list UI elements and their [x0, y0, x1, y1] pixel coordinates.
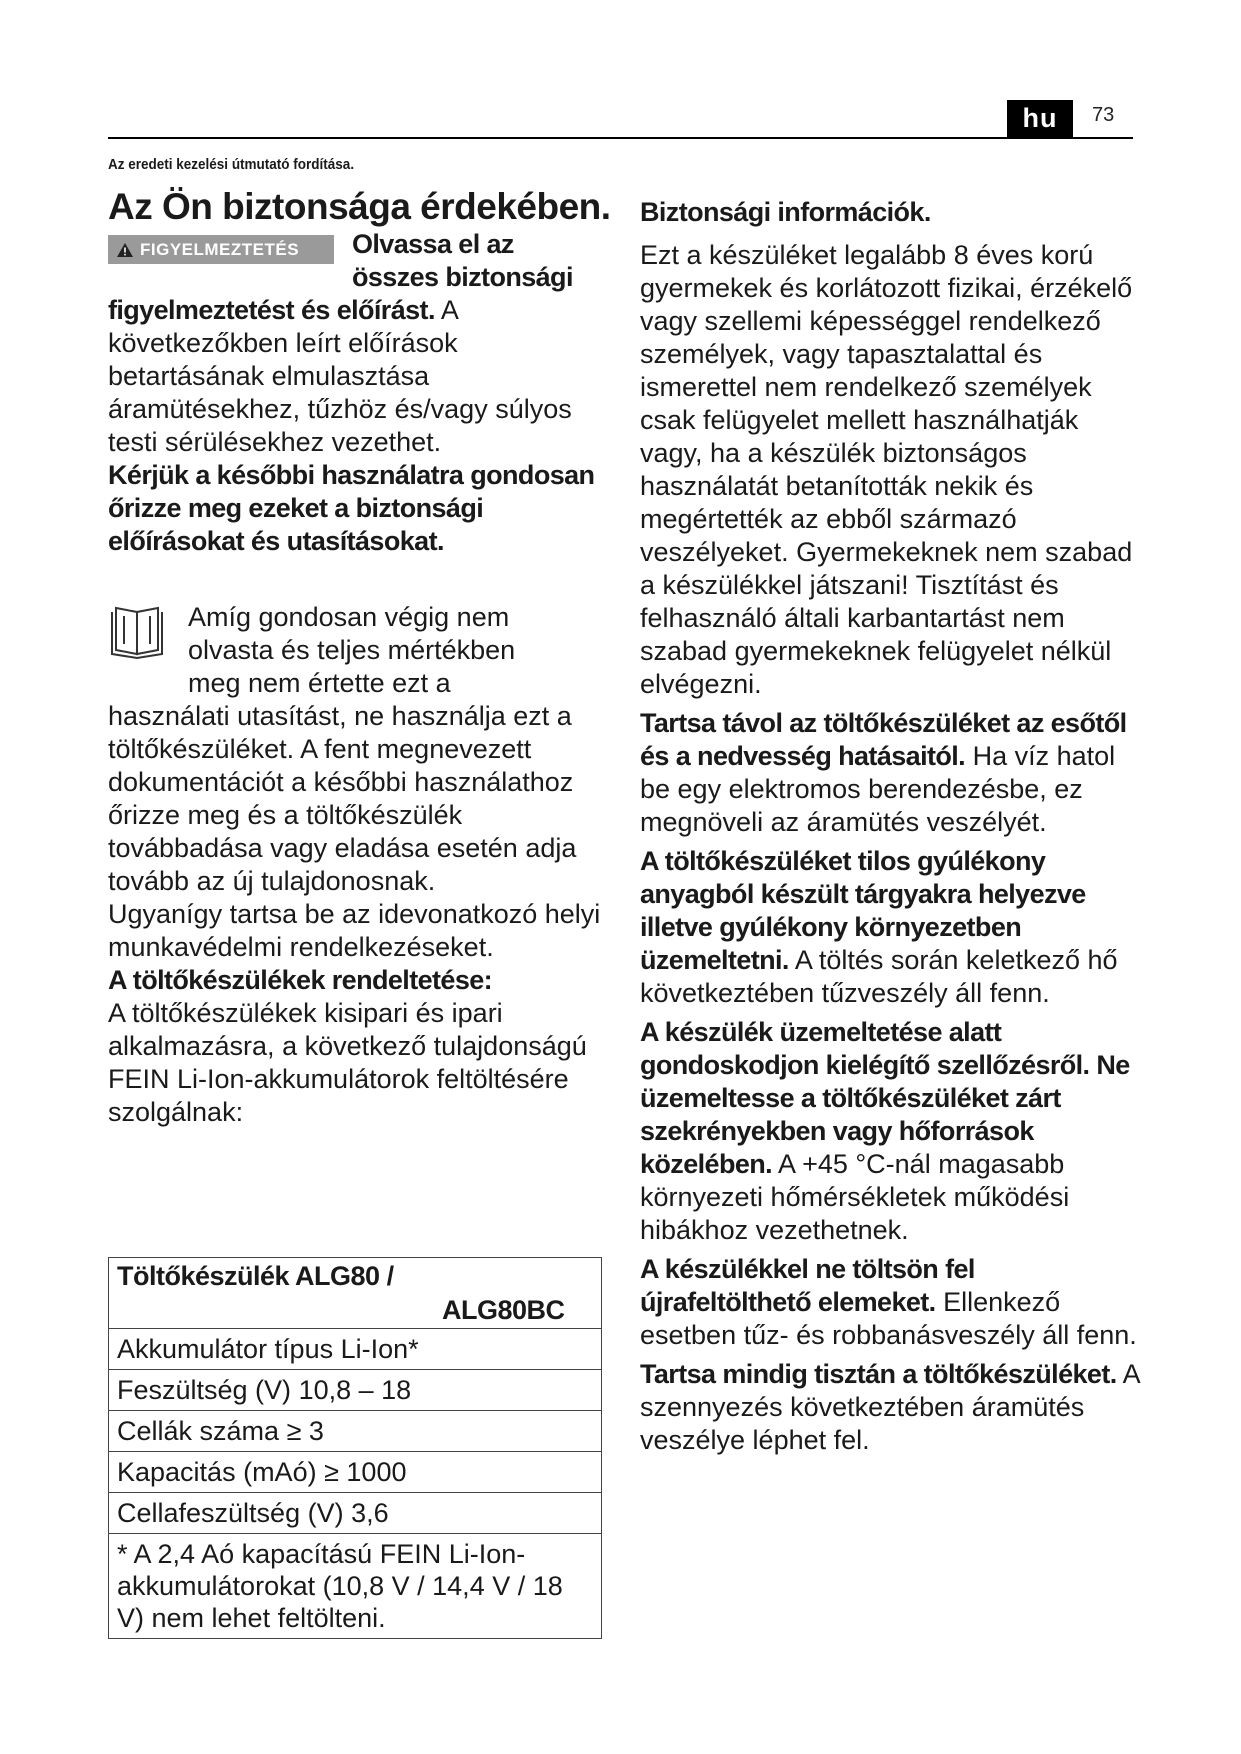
table-header-label: Töltőkészülék ALG80 / — [117, 1261, 394, 1291]
page-title: Az Ön biztonsága érdekében. — [108, 186, 611, 227]
table-row — [109, 1452, 602, 1493]
row-value: 10,8 – 18 — [298, 1375, 412, 1405]
clean-bold: Tartsa mindig tisztán a töltőkészüléket. — [640, 1359, 1117, 1389]
warning-label-text: FIGYELMEZTETÉS — [140, 240, 300, 259]
book-line-2: olvasta és teljes mértékben — [188, 635, 516, 665]
rechargeable-text: Ellenkező esetben tűz- és robbanásveszély áll fenn. — [640, 1287, 1137, 1350]
warning-label-box — [108, 235, 334, 264]
rechargeable-bold: A készülékkel ne töltsön fel újrafeltölthető elemeket. — [640, 1254, 975, 1317]
ventilation-bold: A készülék üzemeltetése alatt gondoskodjon kielégítő szellőzésről. Ne üzemeltesse a töltőkészüléket zárt szekrényekben vagy hőforrások közelében. — [640, 1017, 1130, 1179]
book-icon — [108, 602, 166, 662]
row-label: Cellák száma — [117, 1416, 280, 1446]
local-rules-paragraph: Ugyanígy tartsa be az idevonatkozó helyi munkavédelmi rendelkezéseket. — [108, 899, 601, 962]
spec-table — [108, 1257, 602, 1639]
table-row — [109, 1370, 602, 1411]
row-value: ≥ 3 — [286, 1416, 324, 1446]
flammable-bold: A töltőkészüléket tilos gyúlékony anyagból készült tárgyakra helyezve illetve gyúlékony környezetben üzemeltetni. — [640, 846, 1086, 975]
rain-bold: Tartsa távol az töltőkészüléket az esőtől és a nedvesség hatásaitól. — [640, 708, 1127, 771]
rain-text: Ha víz hatol be egy elektromos berendezésbe, ez megnöveli az áramütés veszélyét. — [640, 741, 1116, 837]
keep-instructions: Kérjük a későbbi használatra gondosan őrizze meg ezeket a biztonsági előírásokat és utasításokat. — [108, 460, 595, 556]
table-cell — [109, 1329, 602, 1370]
table-row — [109, 1329, 602, 1370]
table-footnote: * A 2,4 Aó kapacítású FEIN Li-Ion-akkumulátorokat (10,8 V / 14,4 V / 18 V) nem lehet feltölteni. — [109, 1534, 602, 1639]
table-row — [109, 1258, 602, 1329]
header-rule — [108, 137, 1133, 139]
book-paragraph-rest: használati utasítást, ne használja ezt a töltőkészüléket. A fent megnevezett dokumentációt a későbbi használathoz őrizze meg és a töltőkészülék továbbadása vagy eladása esetén adja tovább az új tulajdonosnak. — [108, 701, 577, 896]
row-label: Akkumulátor típus — [117, 1334, 334, 1364]
warning-bold-line-3: figyelmeztetést és előírást. — [108, 295, 435, 325]
table-row — [109, 1493, 602, 1534]
warning-paragraph — [108, 294, 608, 459]
ventilation-paragraph — [640, 1016, 1140, 1247]
left-column-top — [108, 294, 608, 558]
warning-bold-line-1: Olvassa el az — [352, 229, 514, 259]
flammable-paragraph — [640, 845, 1140, 1010]
table-cell — [109, 1370, 602, 1411]
warning-rest: A következőkben leírt előírások betartásának elmulasztása áramütésekhez, tűzhöz és/vagy súlyos testi sérülésekhez vezethet. — [108, 295, 572, 457]
clean-text: A szennyezés következtében áramütés veszélye léphet fel. — [640, 1359, 1140, 1455]
book-line-3: meg nem értette ezt a — [188, 668, 451, 698]
left-column-bottom — [108, 700, 608, 1129]
row-value: 3,6 — [351, 1498, 389, 1528]
page-number: 73 — [1092, 104, 1115, 126]
purpose-heading: A töltőkészülékek rendeltetése: — [108, 965, 493, 995]
purpose-paragraph: A töltőkészülékek kisipari és ipari alkalmazásra, a következő tulajdonságú FEIN Li-Ion-akkumulátorok feltöltésére szolgálnak: — [108, 998, 587, 1127]
right-column — [640, 196, 1140, 1457]
rechargeable-paragraph — [640, 1253, 1140, 1352]
row-label: Feszültség (V) — [117, 1375, 292, 1405]
safety-paragraph: Ezt a készüléket legalább 8 éves korú gyermekek és korlátozott fizikai, érzékelő vagy szellemi képességgel rendelkező személyek, vagy tapasztalattal és ismerettel nem rendelkező személyek csak felügyelet mellett használhatják vagy, ha a készülék biztonságos használatát betanították nekik és megértették az ebből származó veszélyeket. Gyermekeknek nem szabad a készülékkel játszani! Tisztítást és felhasználó általi karbantartást nem szabad gyermekeknek felügyelet nélkül elvégezni. — [640, 240, 1133, 699]
warning-bold-line-2: összes biztonsági — [352, 262, 573, 292]
rain-paragraph — [640, 707, 1140, 839]
table-row — [109, 1534, 602, 1639]
clean-paragraph — [640, 1358, 1140, 1457]
table-row — [109, 1411, 602, 1452]
language-badge: hu — [1007, 100, 1073, 137]
row-label: Cellafeszültség (V) — [117, 1498, 344, 1528]
table-cell — [109, 1452, 602, 1493]
warning-triangle-icon — [116, 242, 134, 258]
table-cell — [109, 1493, 602, 1534]
ventilation-text: A +45 °C-nál magasabb környezeti hőmérsékletek működési hibákhoz vezethetnek. — [640, 1149, 1070, 1245]
safety-heading: Biztonsági információk. — [640, 197, 931, 227]
warning-heading-inline — [352, 228, 612, 294]
translation-note: Az eredeti kezelési útmutató fordítása. — [108, 156, 355, 173]
flammable-text: A töltés során keletkező hő következtében tűzveszély áll fenn. — [640, 945, 1118, 1008]
book-text-inline — [188, 601, 608, 700]
row-value: Li-Ion* — [340, 1334, 419, 1364]
book-line-1: Amíg gondosan végig nem — [188, 602, 510, 632]
table-header-cell — [109, 1258, 602, 1329]
row-value: ≥ 1000 — [324, 1457, 407, 1487]
table-cell — [109, 1411, 602, 1452]
row-label: Kapacitás (mAó) — [117, 1457, 317, 1487]
table-header-value: ALG80BC — [442, 1295, 565, 1325]
